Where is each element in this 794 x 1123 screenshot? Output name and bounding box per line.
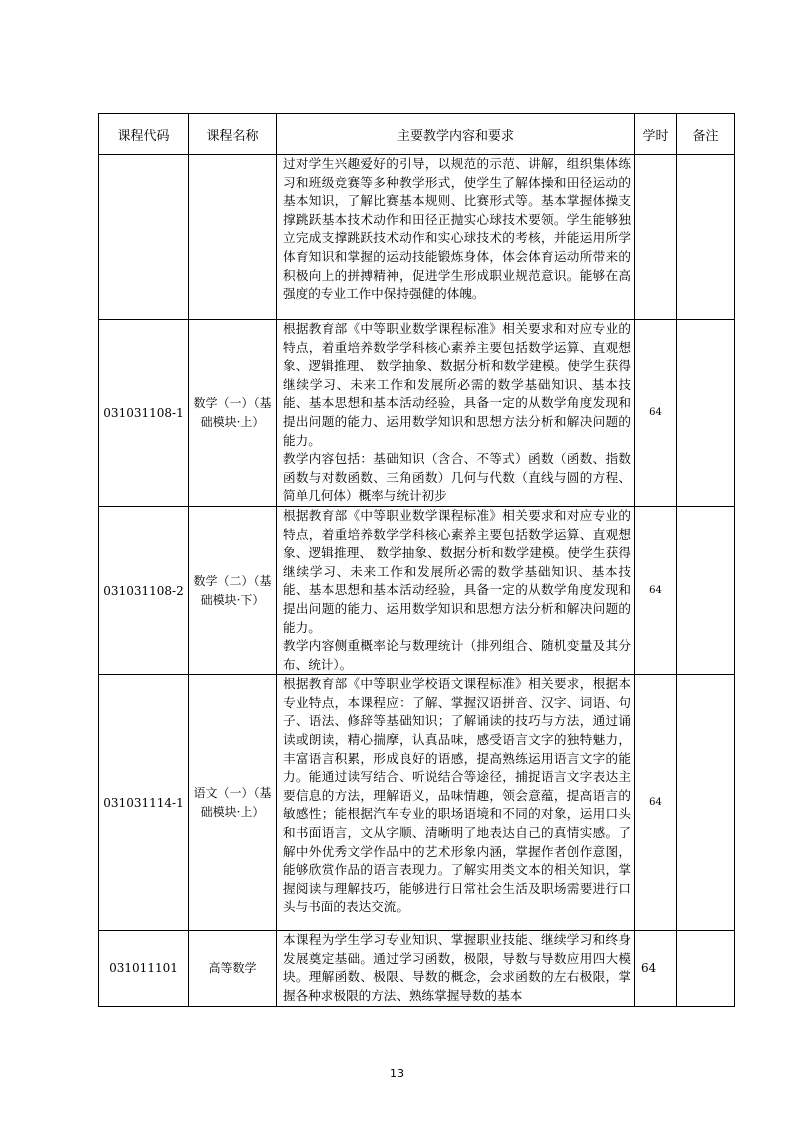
course-code <box>99 155 189 320</box>
course-content-text: 根据教育部《中等职业数学课程标准》相关要求和对应专业的特点，着重培养数学学科核心素养主要包括数学运算、直观想象、逻辑推理、 数学抽象、数据分析和数学建模。使学生获得继续学习、未来工作和发展所必需的数学基础知识、基本技能、基本思想和基本活动经验，具备一定的从数学角度发现和提出问题的能力、运用数学知识和思想方法分析和解决问题的能力。 <box>283 507 631 635</box>
course-content-text: 本课程为学生学习专业知识、掌握职业技能、继续学习和终身发展奠定基础。通过学习函数，极限，导数与导数应用四大模块。理解函数、极限、导数的概念，会求函数的左右极限，掌握各种求极限的方法、熟练掌握导数的基本 <box>283 932 631 1004</box>
table-row <box>99 675 735 931</box>
course-code: 031031108-2 <box>99 506 189 674</box>
table-row <box>99 320 735 507</box>
header-notes: 备注 <box>677 114 735 155</box>
course-content-text-2: 教学内容包括：基础知识（含合、不等式）函数（函数、指数函数与对数函数、三角函数）几何与代数（直线与圆的方程、简单几何体）概率与统计初步 <box>283 451 631 504</box>
page-number: 13 <box>390 1067 404 1080</box>
header-hours: 学时 <box>635 114 677 155</box>
course-code: 031031108-1 <box>99 320 189 507</box>
table-row <box>99 506 735 674</box>
header-content: 主要教学内容和要求 <box>277 114 635 155</box>
table-row <box>99 155 735 320</box>
course-content <box>277 320 635 507</box>
course-code: 031031114-1 <box>99 675 189 931</box>
course-name: 数学（一）（基础模块·上） <box>189 320 277 507</box>
course-name: 语文（一）（基础模块·上） <box>189 675 277 931</box>
course-name: 高等数学 <box>189 931 277 1006</box>
header-code: 课程代码 <box>99 114 189 155</box>
course-name <box>189 155 277 320</box>
course-hours: 64 <box>635 506 677 674</box>
course-content <box>277 155 635 320</box>
course-notes <box>677 931 735 1006</box>
course-code: 031011101 <box>99 931 189 1006</box>
course-content <box>277 675 635 931</box>
course-content-text-2: 教学内容侧重概率论与数理统计（排列组合、随机变量及其分布、统计）。 <box>283 638 631 672</box>
course-hours: 64 <box>635 675 677 931</box>
course-hours: 64 <box>635 931 677 1006</box>
course-content <box>277 506 635 674</box>
course-table <box>98 113 735 1007</box>
course-content-text: 过对学生兴趣爱好的引导，以规范的示范、讲解，组织集体练习和班级竞赛等多种教学形式，使学生了解体操和田径运动的基本知识，了解比赛基本规则、比赛形式等。基本掌握体操支撑跳跃基本技术动作和田径正抛实心球技术要领。学生能够独立完成支撑跳跃技术动作和实心球技术的考核，并能运用所学体育知识和掌握的运动技能锻炼身体，体会体育运动所带来的积极向上的拼搏精神，促进学生形成职业规范意识。能够在高强度的专业工作中保持强健的体魄。 <box>283 156 631 302</box>
table-header-row <box>99 114 735 155</box>
table-row <box>99 931 735 1006</box>
course-content-text: 根据教育部《中等职业学校语文课程标准》相关要求，根据本专业特点，本课程应：了解、掌握汉语拼音、汉字、词语、句子、语法、修辞等基础知识；了解诵读的技巧与方法，通过诵读或朗读，精心揣摩，认真品味，感受语言文字的独特魅力，丰富语言积累，形成良好的语感，提高熟练运用语言文字的能力。能通过读写结合、听说结合等途径，捕捉语言文字表达主要信息的方法，理解语义，品味情趣，领会意蕴，提高语言的敏感性；能根据汽车专业的职场语境和不同的对象，运用口头和书面语言，文从字顺、清晰明了地表达自己的真情实感。了解中外优秀文学作品中的艺术形象内涵，掌握作者创作意图，能够欣赏作品的语言表现力。了解实用类文本的相关知识，掌握阅读与理解技巧，能够进行日常社会生活及职场需要进行口头与书面的表达交流。 <box>283 676 631 915</box>
course-content-text: 根据教育部《中等职业数学课程标准》相关要求和对应专业的特点，着重培养数学学科核心素养主要包括数学运算、直观想象、逻辑推理、 数学抽象、数据分析和数学建模。使学生获得继续学习、未来工作和发展所必需的数学基础知识、基本技能、基本思想和基本活动经验，具备一定的从数学角度发现和提出问题的能力、运用数学知识和思想方法分析和解决问题的能力。 <box>283 321 631 448</box>
course-notes <box>677 506 735 674</box>
course-content <box>277 931 635 1006</box>
course-notes <box>677 675 735 931</box>
course-name: 数学（二）（基础模块·下） <box>189 506 277 674</box>
course-hours: 64 <box>635 320 677 507</box>
course-hours <box>635 155 677 320</box>
course-notes <box>677 320 735 507</box>
course-notes <box>677 155 735 320</box>
header-name: 课程名称 <box>189 114 277 155</box>
